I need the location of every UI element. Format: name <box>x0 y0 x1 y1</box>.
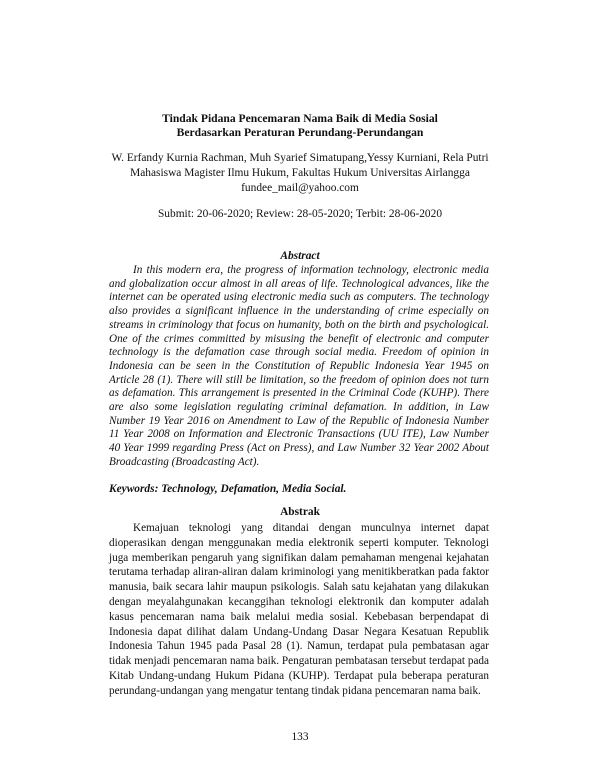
abstrak-text: Kemajuan teknologi yang ditandai dengan munculnya internet dapat dioperasikan dengan menggunakan media elektronik seperti komputer. Teknologi juga memberikan pengaruh yang signifikan dalam pemahaman mengenai kejahatan terutama terhadap aliran-aliran dalam kriminologi yang menitikberatkan pada faktor manusia, baik secara lahir maupun psikologis. Salah satu kejahatan yang dilakukan dengan meyalahgunakan kecanggihan teknologi elektronik dan komputer adalah kasus pencemaran nama baik melalui media sosial. Kebebasan berpendapat di Indonesia dapat dilihat dalam Undang-Undang Dasar Negara Kesatuan Republik Indonesia Tahun 1945 pada Pasal 28 (1). Namun, terdapat pula pembatasan agar tidak menjadi pencemaran nama baik. Pengaturan pembatasan tersebut terdapat pada Kitab Undang-undang Hukum Pidana (KUHP). Terdapat pula beberapa peraturan perundang-undangan yang mengatur tentang tindak pidana pencemaran nama baik. <box>109 522 489 697</box>
paper-title-line-1: Tindak Pidana Pencemaran Nama Baik di Media Sosial <box>162 112 438 125</box>
abstrak-heading: Abstrak <box>280 506 320 518</box>
author-block <box>0 151 600 196</box>
abstract-heading: Abstract <box>280 250 320 262</box>
page-number: 133 <box>291 731 309 743</box>
author-names: W. Erfandy Kurnia Rachman, Muh Syarief Simatupang,Yessy Kurniani, Rela Putri <box>111 152 489 164</box>
keywords: Keywords: Technology, Defamation, Media Social. <box>109 483 347 495</box>
author-email: fundee_mail@yahoo.com <box>241 182 359 194</box>
paper-title-line-2: Berdasarkan Peraturan Perundang-Perundangan <box>176 126 424 139</box>
abstract-text: In this modern era, the progress of information technology, electronic media and globalization occur almost in all areas of life. Technological advances, like the internet can be operated using electronic media such as computers. The technology also provides a significant influence in the understanding of crime especially on streams in criminology that focus on humanity, both on the birth and psychological. One of the crimes committed by misusing the benefit of electronic and computer technology is the defamation case through social media. Freedom of opinion in Indonesia can be seen in the Constitution of Republic Indonesia Year 1945 on Article 28 (1). There will still be limitation, so the freedom of opinion does not turn as defamation. This arrangement is presented in the Criminal Code (KUHP). There are also some legislation regulating criminal defamation. In addition, in Law Number 19 Year 2016 on Amendment to Law of the Republic of Indonesia Number 11 Year 2008 on Information and Electronic Transactions (UU ITE), Law Number 40 Year 1999 regarding Press (Act on Press), and Law Number 32 Year 2002 About Broadcasting (Broadcasting Act). <box>109 264 489 468</box>
paper-title <box>0 112 600 140</box>
submission-dates: Submit: 20-06-2020; Review: 28-05-2020; Terbit: 28-06-2020 <box>157 208 443 220</box>
author-affiliation: Mahasiswa Magister Ilmu Hukum, Fakultas Hukum Universitas Airlangga <box>130 167 470 179</box>
